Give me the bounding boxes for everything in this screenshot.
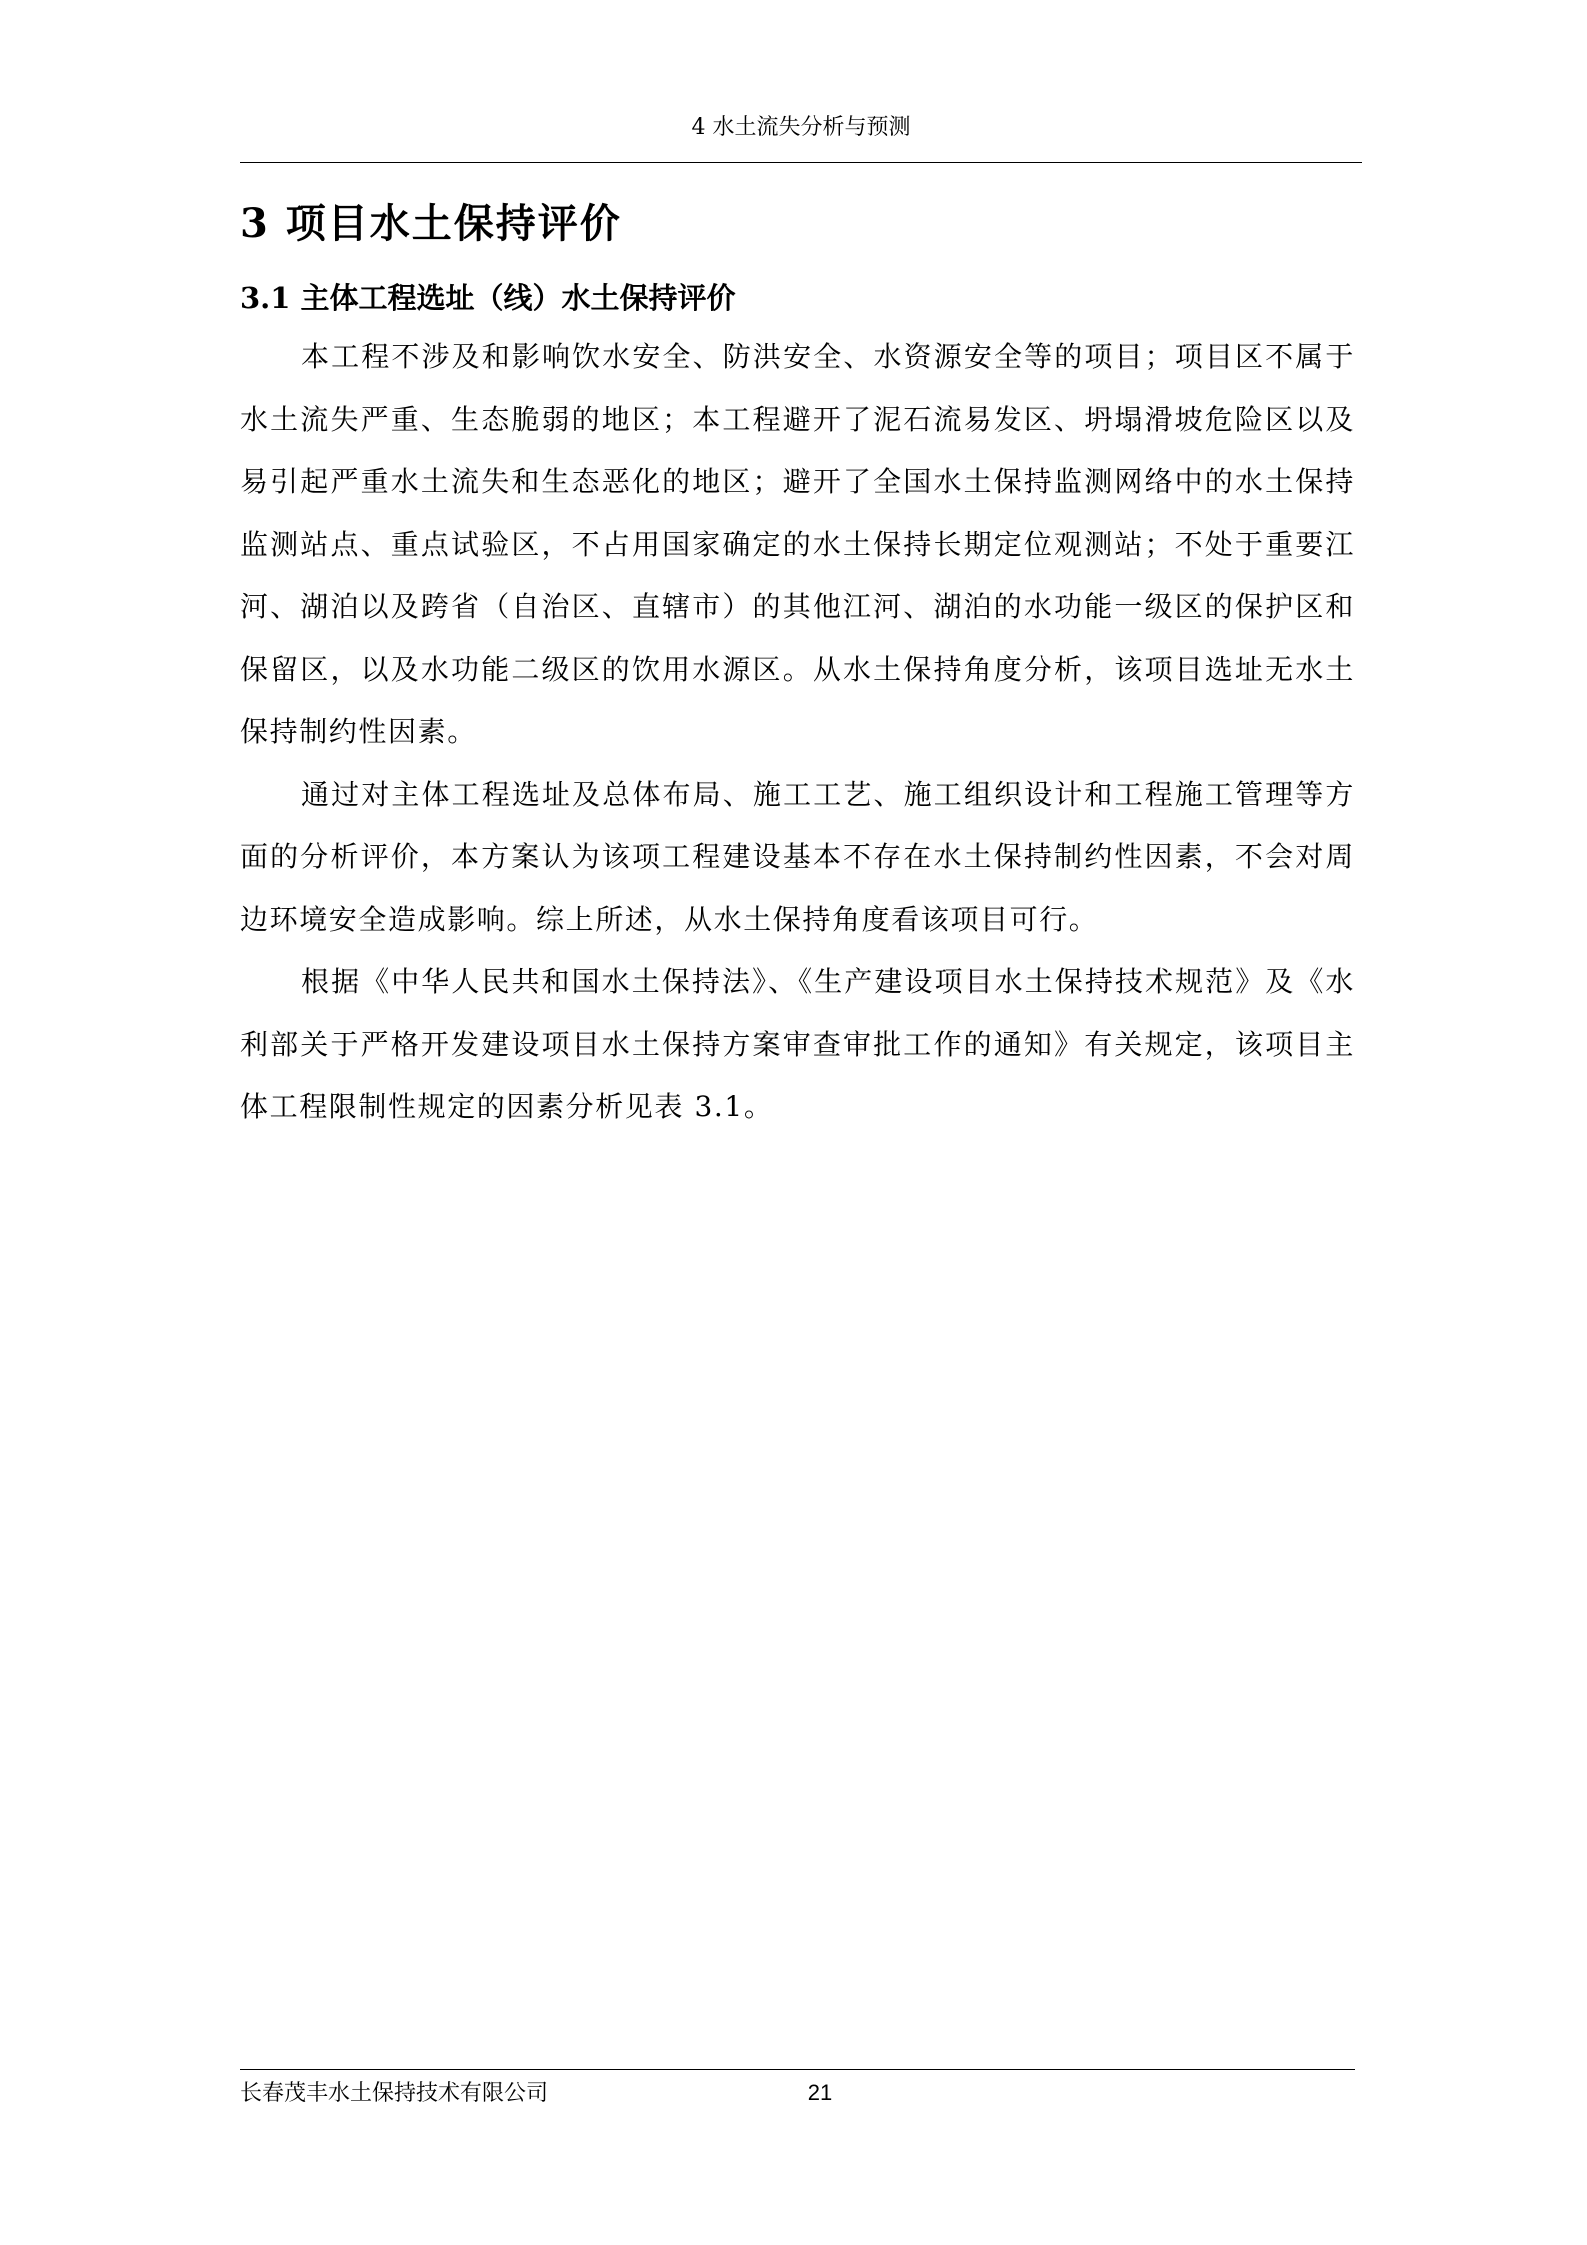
page-number: 21 (807, 2080, 833, 2105)
paragraph-regulation-basis: 根据《中华人民共和国水土保持法》、《生产建设项目水土保持技术规范》及《水利部关于严格开发建设项目水土保持方案审查审批工作的通知》有关规定，该项目主体工程限制性规定的因素分析见表 3.1。 (240, 965, 1355, 1123)
paragraph-layout-evaluation: 通过对主体工程选址及总体布局、施工工艺、施工组织设计和工程施工管理等方面的分析评价，本方案认为该项工程建设基本不存在水土保持制约性因素，不会对周边环境安全造成影响。综上所述，从水土保持角度看该项目可行。 (240, 777, 1355, 936)
footer-rule (240, 2069, 1355, 2070)
body-text (240, 326, 1355, 1139)
footer-company: 长春茂丰水土保持技术有限公司 (240, 2081, 549, 2106)
section-title: 3.1 主体工程选址（线）水土保持评价 (240, 281, 736, 315)
paragraph-site-evaluation: 本工程不涉及和影响饮水安全、防洪安全、水资源安全等的项目；项目区不属于水土流失严重、生态脆弱的地区；本工程避开了泥石流易发区、坍塌滑坡危险区以及易引起严重水土流失和生态恶化的地区；避开了全国水土保持监测网络中的水土保持监测站点、重点试验区，不占用国家确定的水土保持长期定位观测站；不处于重要江河、湖泊以及跨省（自治区、直辖市）的其他江河、湖泊的水功能一级区的保护区和保留区，以及水功能二级区的饮用水源区。从水土保持角度分析，该项目选址无水土保持制约性因素。 (240, 340, 1355, 748)
running-header: 4 水土流失分析与预测 (691, 115, 911, 140)
chapter-title: 3 项目水土保持评价 (240, 200, 622, 247)
header-rule (240, 162, 1362, 163)
